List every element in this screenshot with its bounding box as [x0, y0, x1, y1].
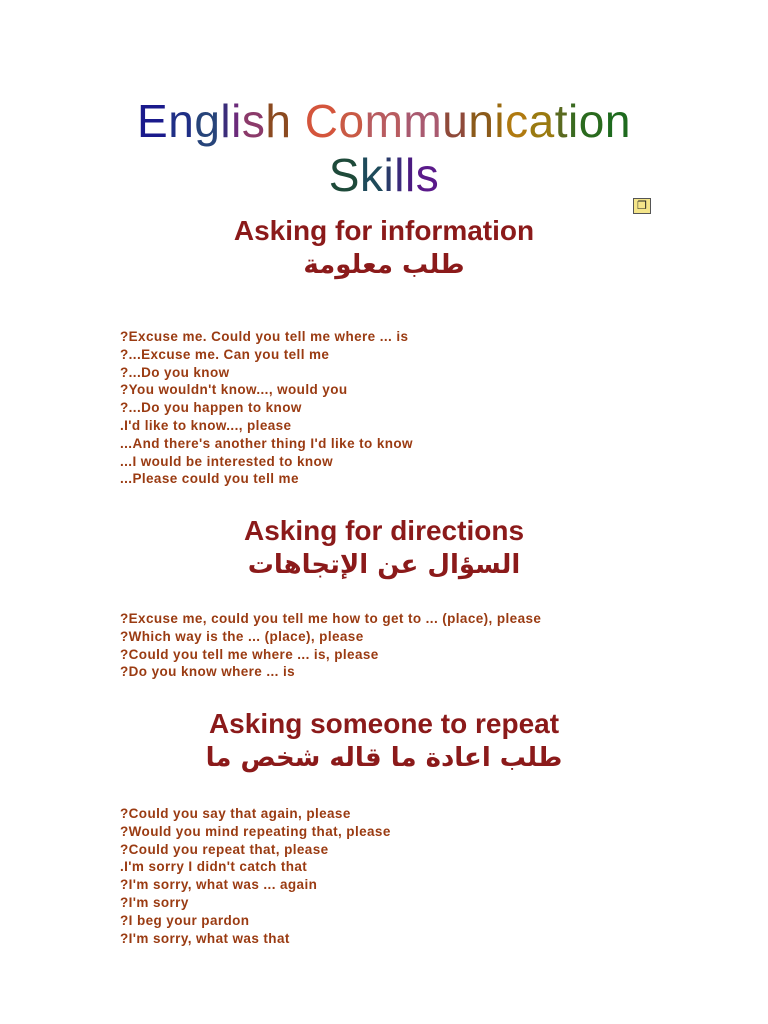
- phrase-item: ?Excuse me, could you tell me how to get to ... (place), please: [120, 611, 542, 626]
- phrase-item: ?Would you mind repeating that, please: [120, 823, 391, 839]
- section-heading-en: Asking someone to repeat: [208, 708, 560, 739]
- title-letter: a: [528, 95, 555, 147]
- phrase-item: ?Which way is the ... (place), please: [120, 628, 364, 644]
- title-letter: E: [137, 95, 169, 147]
- title-letter: l: [220, 95, 232, 147]
- title-letter: s: [415, 149, 440, 201]
- title-letter: o: [338, 95, 365, 147]
- section-asking-someone-to-repeat: [0, 707, 768, 947]
- title-letter: s: [241, 95, 266, 147]
- phrase-item: ...And there's another thing I'd like to know: [120, 435, 413, 451]
- title-letter: m: [364, 95, 404, 147]
- phrase-item: ?...Do you happen to know: [120, 400, 302, 416]
- section-heading-en: Asking for information: [233, 215, 535, 246]
- title-letter: h: [265, 95, 292, 147]
- title-letter: n: [168, 95, 195, 147]
- phrase-item: .I'm sorry I didn't catch that: [120, 859, 308, 875]
- title-letter: i: [231, 95, 242, 147]
- title-letter: i: [494, 95, 506, 147]
- document-shortcut-icon[interactable]: ❐: [633, 198, 651, 214]
- phrase-item: ?I beg your pardon: [120, 912, 250, 928]
- phrase-item: ?...Do you know: [120, 364, 230, 380]
- title-letter: n: [468, 95, 495, 147]
- section-heading-ar: السؤال عن الإتجاهات: [247, 550, 521, 580]
- phrase-list: [0, 328, 768, 488]
- phrase-item: .I'd like to know..., please: [120, 417, 292, 433]
- phrase-item: ...Please could you tell me: [120, 471, 299, 487]
- section-heading-ar: طلب اعادة ما قاله شخص ما: [205, 743, 563, 773]
- phrase-item: ?I'm sorry, what was ... again: [120, 877, 318, 893]
- phrase-item: ?I'm sorry, what was that: [120, 930, 290, 946]
- title-letter: t: [554, 95, 569, 147]
- phrase-item: ?I'm sorry: [120, 894, 189, 910]
- section-asking-for-directions: [0, 514, 768, 681]
- phrase-item: ?...Excuse me. Can you tell me: [120, 346, 330, 362]
- title-letter: o: [578, 95, 605, 147]
- title-letter: m: [403, 95, 443, 147]
- phrase-item: ?Excuse me. Could you tell me where ... is: [120, 329, 409, 344]
- title-letter: g: [194, 95, 221, 147]
- phrase-item: ?Do you know where ... is: [120, 664, 296, 680]
- phrase-item: ?Could you repeat that, please: [120, 841, 329, 857]
- title-letter: l: [394, 149, 405, 201]
- title-letter: c: [505, 95, 529, 147]
- title-letter: i: [383, 149, 395, 201]
- phrase-item: ?You wouldn't know..., would you: [120, 382, 348, 398]
- title-letter: l: [404, 149, 416, 201]
- section-asking-for-information: [0, 214, 768, 488]
- title-letter: n: [604, 95, 631, 147]
- section-heading-en: Asking for directions: [243, 515, 525, 546]
- phrase-item: ?Could you say that again, please: [120, 806, 351, 821]
- section-heading-ar: طلب معلومة: [303, 250, 465, 280]
- page-title-line1: [0, 94, 768, 148]
- title-letter: k: [359, 149, 384, 201]
- title-letter: C: [304, 95, 339, 147]
- title-letter: u: [442, 95, 469, 147]
- title-letter: i: [568, 95, 579, 147]
- phrase-item: ...I would be interested to know: [120, 453, 334, 469]
- page-title-line2: [0, 148, 768, 202]
- phrase-item: ?Could you tell me where ... is, please: [120, 646, 379, 662]
- phrase-list: [0, 610, 768, 681]
- title-letter: [291, 95, 304, 147]
- title-letter: S: [328, 149, 360, 201]
- phrase-list: [0, 805, 768, 947]
